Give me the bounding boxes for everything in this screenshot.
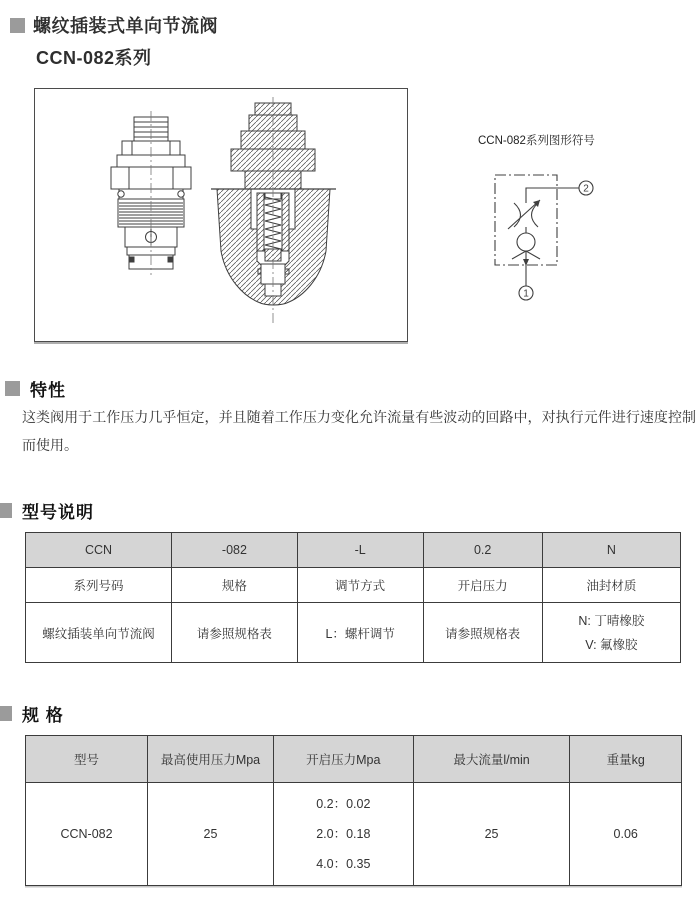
label-cell: 油封材质 [542,568,680,603]
features-bullet-square [5,381,20,396]
spec-header-cell: 重量kg [570,736,682,783]
model-code-row [26,533,681,568]
opening-pressure-line: 0.2：0.02 [316,797,371,811]
desc-cell: 请参照规格表 [423,603,542,663]
model-heading-text: 型号说明 [22,503,94,522]
spec-header-cell: 最大流量l/min [413,736,570,783]
desc-cell: 螺纹插装单向节流阀 [26,603,172,663]
model-desc-row [26,603,681,663]
code-cell: -082 [172,533,298,568]
label-cell: 开启压力 [423,568,542,603]
title-bullet-square [10,18,25,33]
port-2-label: 2 [583,183,589,195]
spec-header-row [26,736,682,783]
model-bullet-square [0,503,12,518]
page-title [10,12,218,70]
label-cell: 规格 [172,568,298,603]
symbol-caption: CCN-082系列图形符号 [478,135,595,147]
spec-header-cell: 型号 [26,736,148,783]
seal-option-n: N: 丁晴橡胶 [578,613,645,628]
spec-max-pressure-cell: 25 [148,783,274,886]
features-paragraph: 这类阀用于工作压力几乎恒定，并且随着工作压力变化允许流量有些波动的回路中，对执行元件进行速度控制而使用。 [22,409,696,453]
page-title-line1: 螺纹插装式单向节流阀 [33,16,218,36]
specs-heading-text: 规 格 [22,706,64,725]
model-code-table [25,532,681,663]
code-cell: N [542,533,680,568]
spec-data-row [26,783,682,886]
code-cell: 0.2 [423,533,542,568]
specifications-table [25,735,682,886]
seal-material-cell [542,603,680,663]
spec-max-flow-cell: 25 [413,783,570,886]
model-heading [0,498,94,523]
specs-bullet-square [0,706,12,721]
seal-option-v: V: 氟橡胶 [585,637,638,652]
hydraulic-symbol-diagram [480,163,610,313]
page-title-line2: CCN-082系列 [36,48,152,68]
label-cell: 系列号码 [26,568,172,603]
valve-section-view-drawing [211,97,336,329]
valve-external-view-drawing [99,111,204,311]
opening-pressure-line: 2.0：0.18 [316,827,371,841]
spec-model-cell: CCN-082 [26,783,148,886]
spec-header-cell: 开启压力Mpa [273,736,413,783]
code-cell: CCN [26,533,172,568]
features-heading [5,376,66,401]
code-cell: -L [297,533,423,568]
specs-heading [0,701,64,726]
port-1-label: 1 [523,288,529,300]
valve-drawing-box [34,88,408,342]
spec-opening-pressure-cell [273,783,413,886]
desc-cell: 请参照规格表 [172,603,298,663]
features-heading-text: 特性 [30,381,66,400]
spec-weight-cell: 0.06 [570,783,682,886]
model-label-row [26,568,681,603]
spec-header-cell: 最高使用压力Mpa [148,736,274,783]
opening-pressure-line: 4.0：0.35 [316,857,371,871]
label-cell: 调节方式 [297,568,423,603]
desc-cell: L：螺杆调节 [297,603,423,663]
